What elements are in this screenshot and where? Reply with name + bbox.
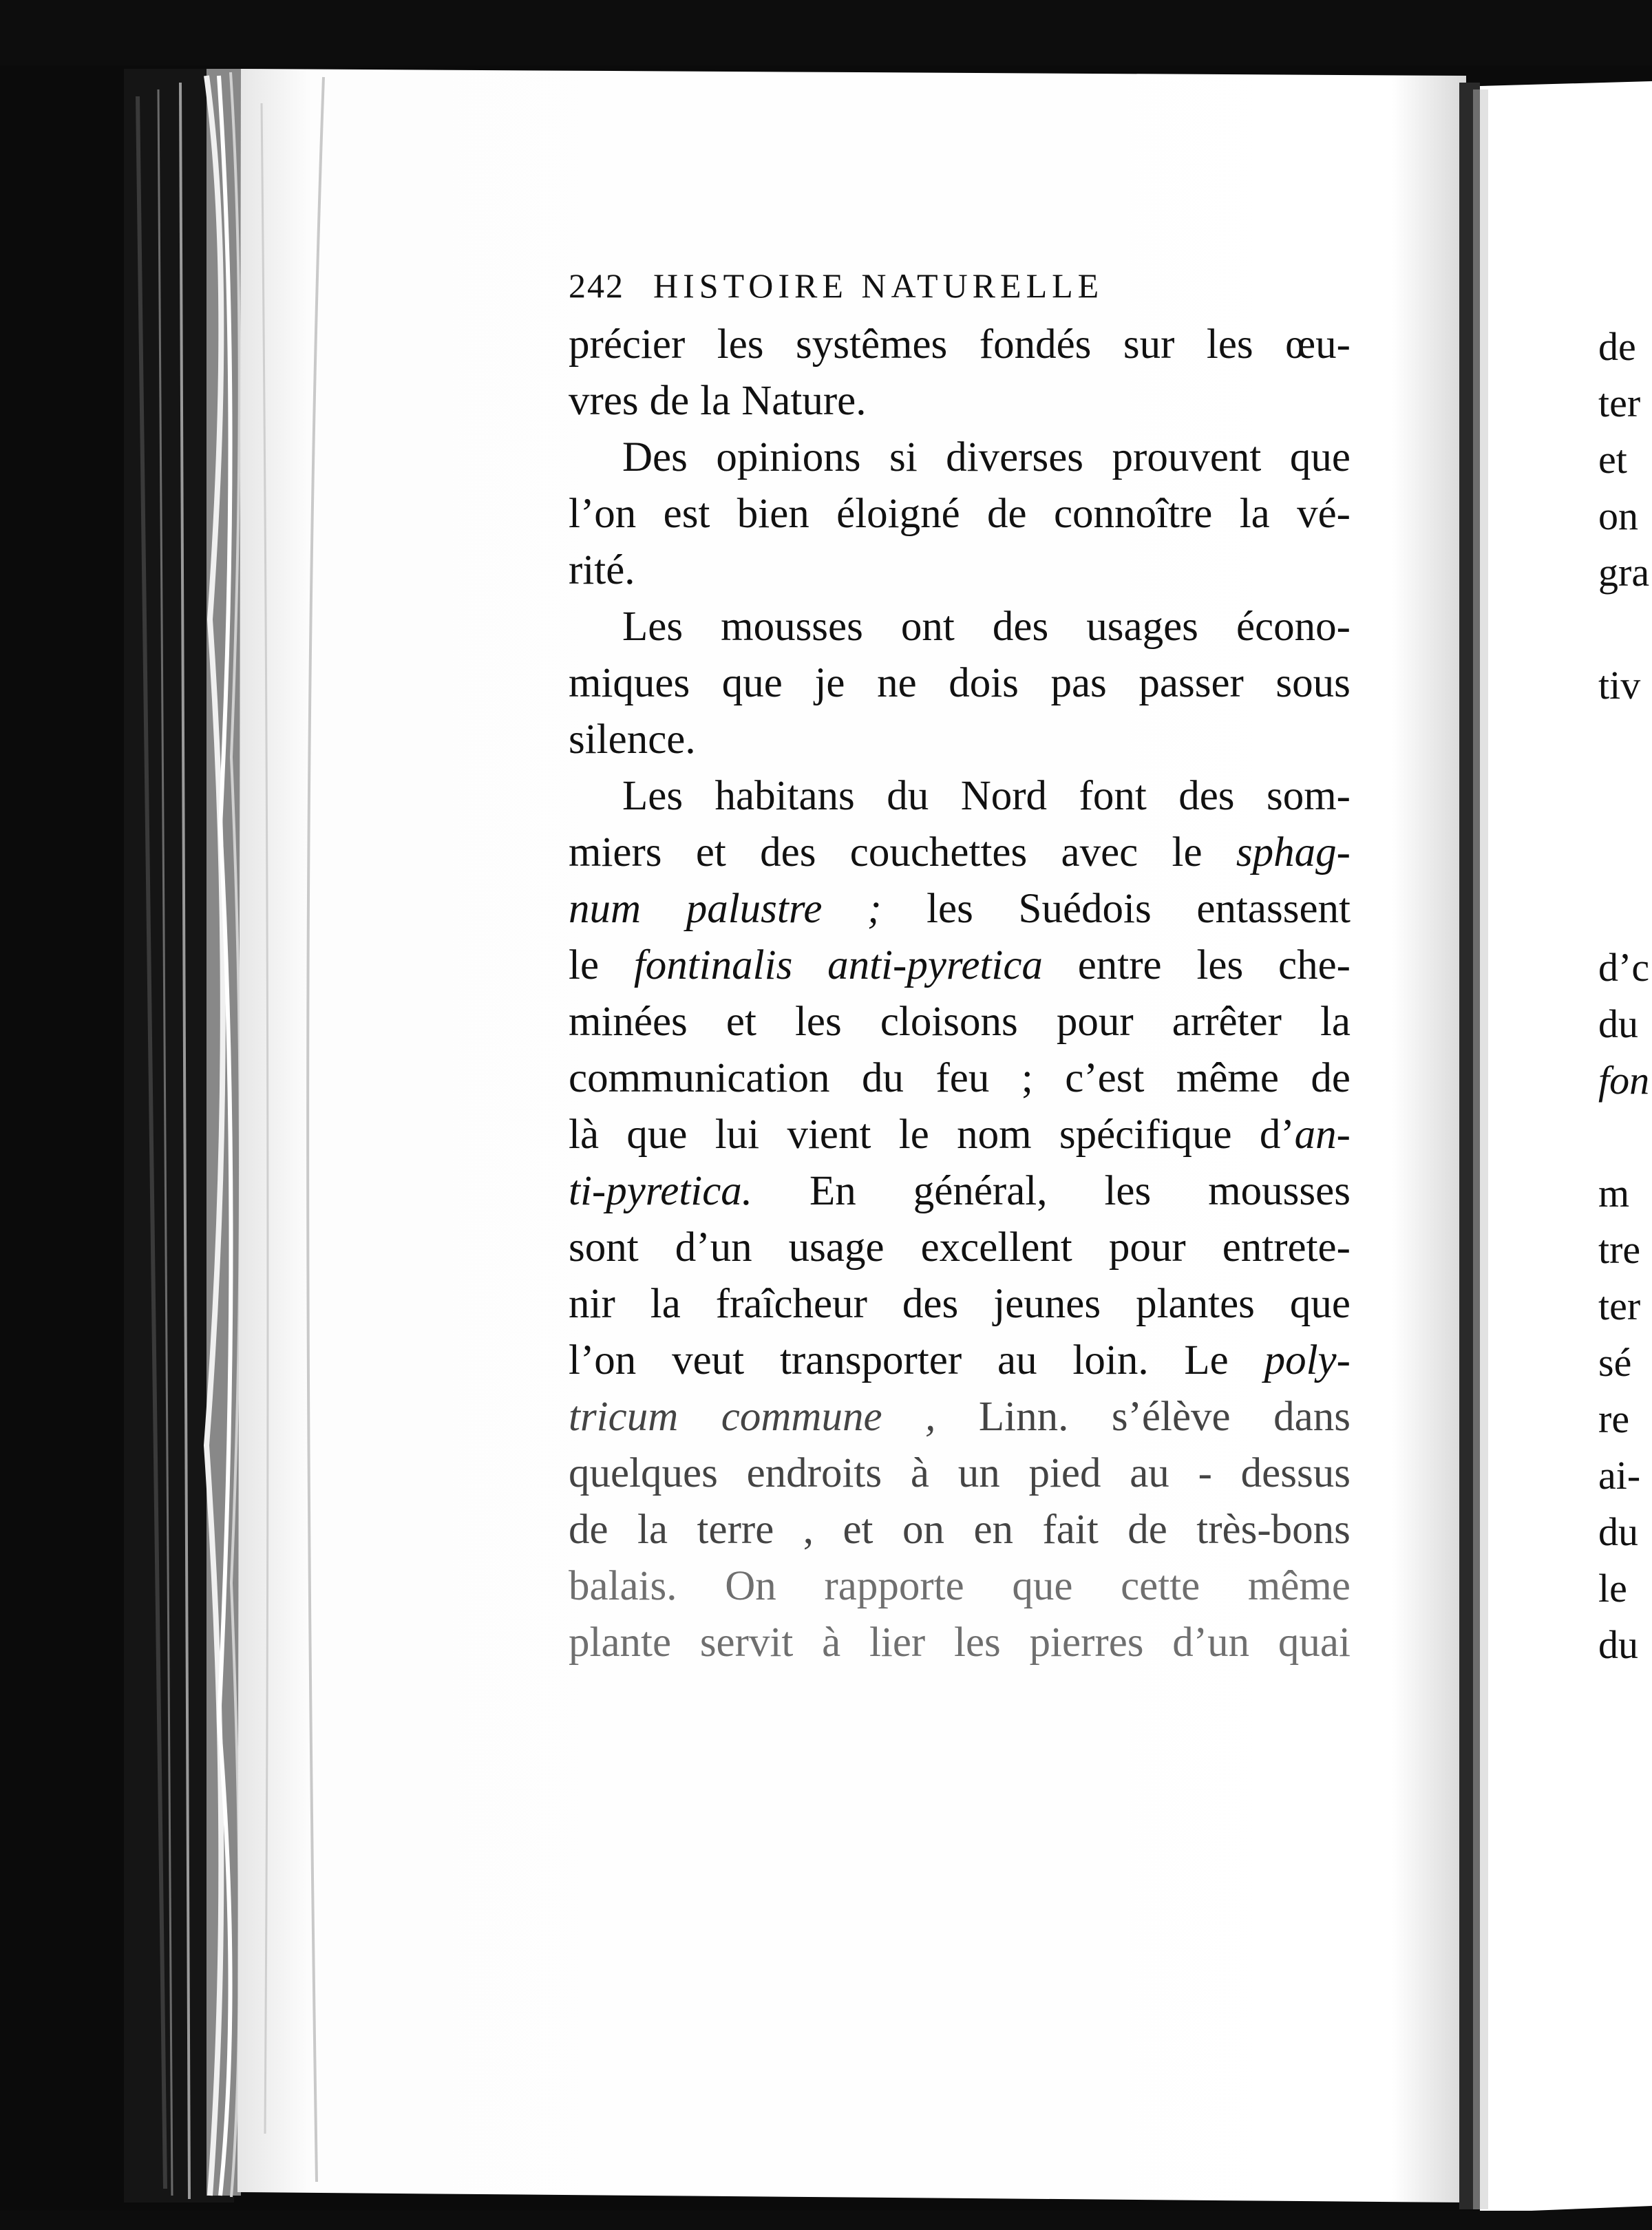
text-line [569, 1163, 1351, 1220]
text-line [569, 373, 1351, 429]
word: veut [672, 1337, 745, 1383]
word: que [1289, 1281, 1351, 1327]
word: font [1079, 773, 1147, 819]
word: prouvent [1112, 434, 1262, 480]
text-line [569, 712, 1351, 768]
right-page-fragment: ter [1598, 1284, 1641, 1328]
word: d’un [1172, 1620, 1250, 1666]
word: à [910, 1450, 929, 1496]
right-page-fragment: du [1598, 1509, 1638, 1554]
word: entassent [1196, 886, 1351, 932]
text-line [569, 1276, 1351, 1332]
left-page-text [569, 266, 1351, 1671]
word: de [569, 1507, 608, 1553]
word: mousses [1208, 1168, 1351, 1214]
right-page-fragment: on [1598, 493, 1638, 538]
word: pied [1028, 1450, 1101, 1496]
word: cette [1121, 1563, 1200, 1609]
right-page-fragment: gra [1598, 550, 1650, 595]
word: spécifique [1059, 1112, 1232, 1158]
word: vé- [1297, 491, 1351, 537]
word: lier [869, 1620, 926, 1666]
word: éloigné [836, 491, 960, 537]
word: fontinalis [633, 942, 793, 988]
word: rité. [569, 547, 635, 593]
word: vient [787, 1112, 871, 1158]
word: là [569, 1112, 600, 1158]
word: diverses [946, 434, 1084, 480]
word: che- [1278, 942, 1351, 988]
word: l’on [569, 491, 637, 537]
word: la [700, 378, 731, 424]
word: les [926, 886, 973, 932]
word: très-bons [1196, 1507, 1351, 1553]
word: lui [714, 1112, 760, 1158]
word: , [803, 1507, 814, 1553]
word: œu- [1285, 321, 1351, 368]
word: si [889, 434, 918, 480]
word: de [649, 378, 690, 424]
word: ti-pyretica. [569, 1168, 753, 1214]
text-line [569, 1389, 1351, 1445]
right-page-fragment: re [1598, 1397, 1630, 1441]
word: que [1289, 434, 1351, 480]
word: poly- [1264, 1337, 1351, 1383]
word: sphag- [1236, 829, 1351, 875]
word: pas [1050, 660, 1107, 706]
word: commune [721, 1394, 882, 1440]
word: au [997, 1337, 1037, 1383]
word: c’est [1065, 1055, 1145, 1101]
word: jeunes [993, 1281, 1101, 1327]
word: habitans [714, 773, 855, 819]
word: les [1104, 1168, 1152, 1214]
word: Nord [960, 773, 1048, 819]
word: les [954, 1620, 1001, 1666]
word: de [1127, 1507, 1167, 1553]
text-line [569, 994, 1351, 1050]
word: Les [622, 773, 684, 819]
text-line [569, 542, 1351, 599]
word: le [898, 1112, 929, 1158]
word: fait [1042, 1507, 1099, 1553]
word: opinions [716, 434, 861, 480]
text-line [569, 599, 1351, 655]
word: des [1178, 773, 1235, 819]
right-page-fragments [1598, 323, 1652, 1686]
word: on [902, 1507, 944, 1553]
word: sont [569, 1224, 639, 1271]
word: feu [935, 1055, 990, 1101]
word: que [626, 1112, 688, 1158]
word: loin. [1072, 1337, 1149, 1383]
word: que [1012, 1563, 1073, 1609]
word: je [814, 660, 845, 706]
word: en [973, 1507, 1014, 1553]
word: terre [697, 1507, 774, 1553]
word: tricum [569, 1394, 679, 1440]
word: pierres [1029, 1620, 1144, 1666]
word: général, [913, 1168, 1048, 1214]
word: les [1196, 942, 1244, 988]
word: et [726, 999, 756, 1045]
right-page-fragment: du [1598, 1622, 1638, 1667]
text-line [569, 825, 1351, 881]
text-line [569, 1558, 1351, 1615]
word: miers [569, 829, 662, 875]
word: des [902, 1281, 959, 1327]
right-page-fragment: fon [1598, 1058, 1650, 1103]
word: minées [569, 999, 688, 1045]
right-page-fragment: tre [1598, 1227, 1641, 1272]
text-line [569, 655, 1351, 712]
word: En [809, 1168, 856, 1214]
word: transporter [779, 1337, 962, 1383]
right-page-fragment: le [1598, 1566, 1627, 1611]
word: som- [1266, 773, 1351, 819]
word: dessus [1240, 1450, 1351, 1496]
word: même [1247, 1563, 1351, 1609]
word: à [822, 1620, 841, 1666]
word: sur [1123, 321, 1175, 368]
word: Linn. [978, 1394, 1069, 1440]
word: la [1239, 491, 1270, 537]
word: au [1130, 1450, 1169, 1496]
text-line [569, 1445, 1351, 1502]
word: les [794, 999, 842, 1045]
word: quelques [569, 1450, 718, 1496]
word: usage [788, 1224, 885, 1271]
word: l’on [569, 1337, 637, 1383]
word: s’élève [1111, 1394, 1231, 1440]
word: sous [1275, 660, 1351, 706]
word: pour [1108, 1224, 1186, 1271]
right-page-fragment: de [1598, 324, 1636, 369]
word: Le [1184, 1337, 1229, 1383]
word: la [650, 1281, 681, 1327]
word: nir [569, 1281, 615, 1327]
word: écono- [1236, 604, 1351, 650]
word: quai [1278, 1620, 1351, 1666]
text-line [569, 1502, 1351, 1558]
right-page-fragment: ai- [1598, 1453, 1641, 1498]
word: même [1176, 1055, 1279, 1101]
word: , [925, 1394, 936, 1440]
text-line [569, 429, 1351, 486]
word: d’un [675, 1224, 752, 1271]
word: On [725, 1563, 776, 1609]
text-line [569, 881, 1351, 937]
text-line [569, 1050, 1351, 1107]
word: connoître [1053, 491, 1213, 537]
word: entrete- [1222, 1224, 1351, 1271]
word: nom [957, 1112, 1032, 1158]
word: ont [900, 604, 955, 650]
word: anti-pyretica [827, 942, 1043, 988]
text-line [569, 1220, 1351, 1276]
right-page-fragment: du [1598, 1001, 1638, 1046]
word: cloisons [880, 999, 1018, 1045]
word: ; [867, 886, 882, 932]
word: plante [569, 1620, 672, 1666]
word: num [569, 886, 642, 932]
text-line [569, 486, 1351, 542]
running-head-title: HISTOIRE NATURELLE [653, 266, 1104, 305]
word: mousses [721, 604, 863, 650]
word: vres [569, 378, 639, 424]
word: rapporte [824, 1563, 964, 1609]
right-page-fragment: m [1598, 1171, 1630, 1215]
word: avec [1061, 829, 1139, 875]
word: silence. [569, 716, 696, 763]
word: Des [622, 434, 688, 480]
text-line [569, 317, 1351, 373]
word: couchettes [849, 829, 1028, 875]
right-page-fragment: et [1598, 437, 1627, 482]
word: servit [699, 1620, 794, 1666]
right-page-fragment: ter [1598, 381, 1641, 425]
word: précier [569, 321, 686, 368]
word: la [637, 1507, 668, 1553]
word: ; [1021, 1055, 1033, 1101]
right-page-fragment: tiv [1598, 663, 1641, 708]
word: d’an- [1259, 1112, 1351, 1158]
page-number: 242 [569, 266, 624, 305]
word: des [760, 829, 816, 875]
running-head [569, 266, 1351, 310]
right-page-fragment: d’c [1598, 945, 1650, 990]
word: endroits [746, 1450, 882, 1496]
word: miques [569, 660, 690, 706]
word: dois [949, 660, 1019, 706]
text-line [569, 937, 1351, 994]
word: un [957, 1450, 1000, 1496]
word: et [843, 1507, 873, 1553]
word: de [987, 491, 1027, 537]
word: fondés [979, 321, 1092, 368]
word: excellent [920, 1224, 1072, 1271]
word: le [1172, 829, 1203, 875]
word: est [663, 491, 710, 537]
word: Nature. [741, 378, 867, 424]
word: Suédois [1018, 886, 1152, 932]
word: fraîcheur [715, 1281, 867, 1327]
word: la [1320, 999, 1351, 1045]
word: les [717, 321, 764, 368]
word: arrêter [1172, 999, 1282, 1045]
word: balais. [569, 1563, 677, 1609]
text-line [569, 1332, 1351, 1389]
word: Les [622, 604, 684, 650]
word: et [695, 829, 726, 875]
text-line [569, 768, 1351, 825]
word: - [1198, 1450, 1212, 1496]
right-page-fragment: sé [1598, 1340, 1632, 1385]
word: bien [737, 491, 809, 537]
word: ne [877, 660, 917, 706]
word: palustre [686, 886, 823, 932]
text-body [569, 317, 1351, 1671]
text-line [569, 1615, 1351, 1671]
word: des [992, 604, 1049, 650]
word: le [569, 942, 600, 988]
word: que [721, 660, 783, 706]
word: du [887, 773, 929, 819]
word: usages [1086, 604, 1198, 650]
word: systêmes [796, 321, 948, 368]
word: les [1206, 321, 1253, 368]
word: pour [1056, 999, 1134, 1045]
word: dans [1273, 1394, 1351, 1440]
text-line [569, 1107, 1351, 1163]
word: de [1311, 1055, 1351, 1101]
word: entre [1077, 942, 1162, 988]
word: communication [569, 1055, 830, 1101]
word: plantes [1136, 1281, 1255, 1327]
word: passer [1139, 660, 1244, 706]
word: du [861, 1055, 904, 1101]
